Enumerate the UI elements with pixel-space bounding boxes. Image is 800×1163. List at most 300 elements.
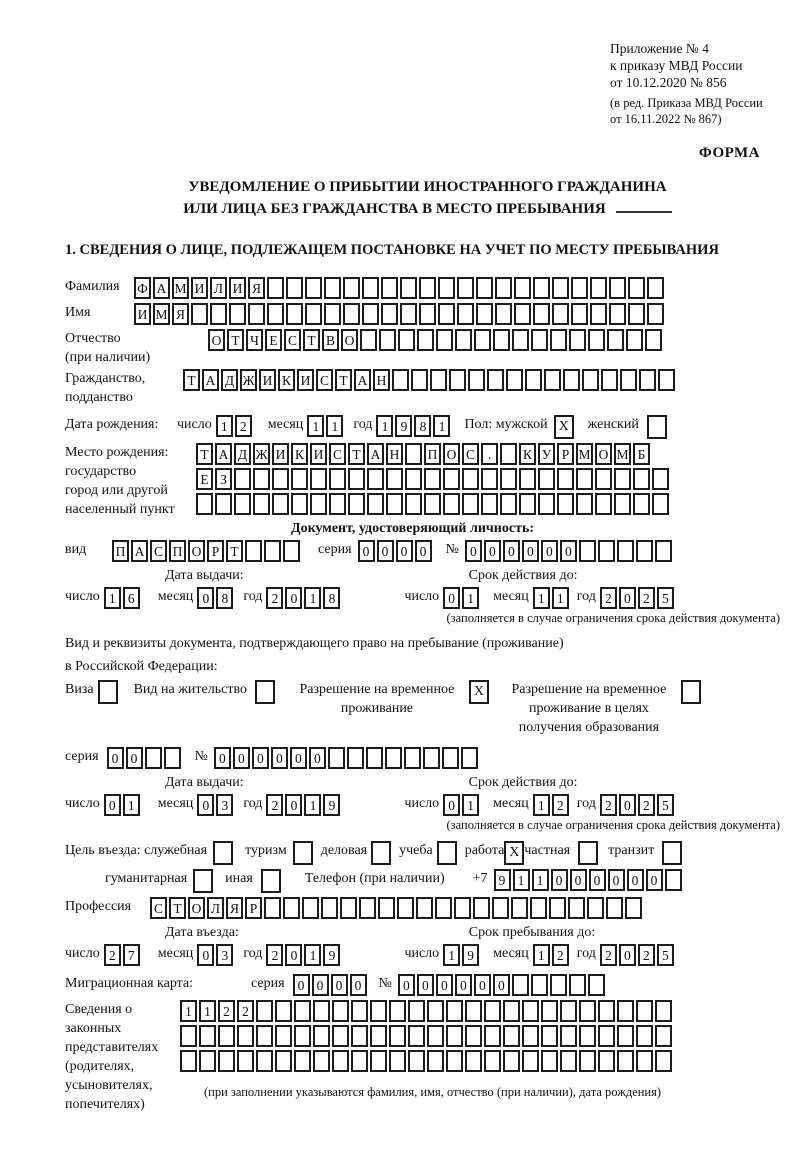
- char-cell[interactable]: Е: [196, 468, 213, 490]
- char-cell[interactable]: [267, 303, 284, 325]
- char-cell[interactable]: 1: [326, 415, 343, 437]
- char-cell[interactable]: [446, 1025, 463, 1047]
- char-cell[interactable]: [655, 1025, 672, 1047]
- char-cell[interactable]: 1: [304, 794, 321, 816]
- char-cell[interactable]: С: [462, 443, 479, 465]
- char-cell[interactable]: [286, 303, 303, 325]
- char-cell[interactable]: [446, 1000, 463, 1022]
- char-cell[interactable]: [417, 329, 434, 351]
- id-issue-year-cells[interactable]: [266, 587, 342, 609]
- char-cell[interactable]: [617, 1050, 634, 1072]
- char-cell[interactable]: 0: [570, 869, 587, 891]
- char-cell[interactable]: [588, 974, 605, 996]
- char-cell[interactable]: О: [443, 443, 460, 465]
- char-cell[interactable]: [310, 493, 327, 515]
- char-cell[interactable]: [533, 277, 550, 299]
- char-cell[interactable]: Я: [172, 303, 189, 325]
- char-cell[interactable]: 1: [513, 869, 530, 891]
- char-cell[interactable]: [294, 1025, 311, 1047]
- char-cell[interactable]: 1: [304, 587, 321, 609]
- char-cell[interactable]: [658, 369, 675, 391]
- char-cell[interactable]: С: [329, 443, 346, 465]
- char-cell[interactable]: Т: [169, 897, 186, 919]
- char-cell[interactable]: [405, 443, 422, 465]
- char-cell[interactable]: И: [297, 369, 314, 391]
- char-cell[interactable]: [639, 369, 656, 391]
- char-cell[interactable]: [191, 303, 208, 325]
- char-cell[interactable]: [544, 369, 561, 391]
- purpose-humanitarian-checkbox[interactable]: [193, 869, 213, 893]
- char-cell[interactable]: 0: [619, 794, 636, 816]
- char-cell[interactable]: [588, 329, 605, 351]
- char-cell[interactable]: А: [367, 443, 384, 465]
- char-cell[interactable]: [647, 303, 664, 325]
- char-cell[interactable]: К: [291, 443, 308, 465]
- char-cell[interactable]: [180, 1025, 197, 1047]
- char-cell[interactable]: [256, 1025, 273, 1047]
- char-cell[interactable]: [636, 1050, 653, 1072]
- char-cell[interactable]: [549, 897, 566, 919]
- char-cell[interactable]: 9: [494, 869, 511, 891]
- char-cell[interactable]: [457, 303, 474, 325]
- char-cell[interactable]: [332, 1025, 349, 1047]
- char-cell[interactable]: [465, 1025, 482, 1047]
- char-cell[interactable]: [636, 540, 653, 562]
- char-cell[interactable]: 9: [323, 944, 340, 966]
- char-cell[interactable]: 0: [350, 974, 367, 996]
- char-cell[interactable]: [313, 1025, 330, 1047]
- char-cell[interactable]: 0: [104, 794, 121, 816]
- char-cell[interactable]: 2: [237, 1000, 254, 1022]
- char-cell[interactable]: [514, 303, 531, 325]
- char-cell[interactable]: 1: [533, 944, 550, 966]
- char-cell[interactable]: [487, 369, 504, 391]
- char-cell[interactable]: [347, 747, 364, 769]
- char-cell[interactable]: 2: [600, 587, 617, 609]
- char-cell[interactable]: [340, 897, 357, 919]
- char-cell[interactable]: Т: [226, 540, 243, 562]
- char-cell[interactable]: 0: [285, 944, 302, 966]
- char-cell[interactable]: [199, 1025, 216, 1047]
- char-cell[interactable]: 5: [657, 944, 674, 966]
- patronymic-cells[interactable]: [208, 329, 664, 351]
- purpose-study-checkbox[interactable]: [437, 841, 457, 865]
- char-cell[interactable]: [655, 1050, 672, 1072]
- char-cell[interactable]: [633, 493, 650, 515]
- char-cell[interactable]: [481, 468, 498, 490]
- char-cell[interactable]: 1: [104, 587, 121, 609]
- char-cell[interactable]: Т: [335, 369, 352, 391]
- char-cell[interactable]: [620, 369, 637, 391]
- char-cell[interactable]: [423, 747, 440, 769]
- char-cell[interactable]: [468, 369, 485, 391]
- char-cell[interactable]: [519, 493, 536, 515]
- char-cell[interactable]: [476, 303, 493, 325]
- char-cell[interactable]: З: [215, 468, 232, 490]
- char-cell[interactable]: 8: [414, 415, 431, 437]
- char-cell[interactable]: [400, 277, 417, 299]
- char-cell[interactable]: [381, 303, 398, 325]
- char-cell[interactable]: Е: [265, 329, 282, 351]
- char-cell[interactable]: 1: [552, 587, 569, 609]
- char-cell[interactable]: [465, 1000, 482, 1022]
- char-cell[interactable]: [386, 468, 403, 490]
- char-cell[interactable]: [253, 468, 270, 490]
- char-cell[interactable]: [291, 468, 308, 490]
- guardians-row2-cells[interactable]: [180, 1025, 674, 1047]
- char-cell[interactable]: [392, 369, 409, 391]
- char-cell[interactable]: [595, 493, 612, 515]
- char-cell[interactable]: И: [310, 443, 327, 465]
- char-cell[interactable]: [576, 493, 593, 515]
- char-cell[interactable]: [500, 468, 517, 490]
- char-cell[interactable]: [313, 1050, 330, 1072]
- char-cell[interactable]: [462, 468, 479, 490]
- char-cell[interactable]: 0: [398, 974, 415, 996]
- char-cell[interactable]: [256, 1000, 273, 1022]
- char-cell[interactable]: [332, 1050, 349, 1072]
- char-cell[interactable]: О: [188, 540, 205, 562]
- char-cell[interactable]: 0: [197, 944, 214, 966]
- purpose-work-checkbox[interactable]: X: [504, 841, 524, 865]
- char-cell[interactable]: [550, 974, 567, 996]
- char-cell[interactable]: [563, 369, 580, 391]
- char-cell[interactable]: [503, 1050, 520, 1072]
- birthplace-row2-cells[interactable]: [196, 468, 671, 490]
- char-cell[interactable]: К: [278, 369, 295, 391]
- char-cell[interactable]: [313, 1000, 330, 1022]
- char-cell[interactable]: [367, 493, 384, 515]
- entry-year-cells[interactable]: [266, 944, 342, 966]
- char-cell[interactable]: Л: [210, 277, 227, 299]
- char-cell[interactable]: [427, 1025, 444, 1047]
- char-cell[interactable]: [652, 493, 669, 515]
- char-cell[interactable]: [636, 1000, 653, 1022]
- char-cell[interactable]: [362, 277, 379, 299]
- char-cell[interactable]: [607, 329, 624, 351]
- char-cell[interactable]: [275, 1000, 292, 1022]
- char-cell[interactable]: [389, 1050, 406, 1072]
- char-cell[interactable]: [427, 1000, 444, 1022]
- char-cell[interactable]: [253, 493, 270, 515]
- char-cell[interactable]: 1: [304, 944, 321, 966]
- char-cell[interactable]: [405, 468, 422, 490]
- char-cell[interactable]: [557, 468, 574, 490]
- char-cell[interactable]: 1: [216, 415, 233, 437]
- char-cell[interactable]: [267, 277, 284, 299]
- permit-number-cells[interactable]: [214, 747, 480, 769]
- char-cell[interactable]: [408, 1025, 425, 1047]
- char-cell[interactable]: [665, 869, 682, 891]
- char-cell[interactable]: [264, 540, 281, 562]
- char-cell[interactable]: С: [150, 540, 167, 562]
- char-cell[interactable]: [454, 897, 471, 919]
- char-cell[interactable]: [294, 1000, 311, 1022]
- char-cell[interactable]: [519, 468, 536, 490]
- char-cell[interactable]: 0: [443, 587, 460, 609]
- char-cell[interactable]: [348, 493, 365, 515]
- char-cell[interactable]: 0: [290, 747, 307, 769]
- char-cell[interactable]: Т: [227, 329, 244, 351]
- char-cell[interactable]: 0: [214, 747, 231, 769]
- char-cell[interactable]: [552, 277, 569, 299]
- purpose-transit-checkbox[interactable]: [662, 841, 682, 865]
- permit-valid-month-cells[interactable]: [533, 794, 571, 816]
- char-cell[interactable]: [568, 897, 585, 919]
- char-cell[interactable]: [443, 468, 460, 490]
- char-cell[interactable]: [218, 1050, 235, 1072]
- char-cell[interactable]: [389, 1025, 406, 1047]
- char-cell[interactable]: [264, 897, 281, 919]
- char-cell[interactable]: Р: [557, 443, 574, 465]
- char-cell[interactable]: 2: [266, 587, 283, 609]
- char-cell[interactable]: Ж: [240, 369, 257, 391]
- birthplace-row1-cells[interactable]: [196, 443, 671, 465]
- char-cell[interactable]: [416, 897, 433, 919]
- char-cell[interactable]: [636, 1025, 653, 1047]
- char-cell[interactable]: И: [191, 277, 208, 299]
- char-cell[interactable]: [579, 540, 596, 562]
- char-cell[interactable]: 3: [216, 944, 233, 966]
- char-cell[interactable]: [424, 493, 441, 515]
- char-cell[interactable]: [234, 468, 251, 490]
- visa-checkbox[interactable]: [98, 680, 118, 704]
- char-cell[interactable]: [514, 277, 531, 299]
- char-cell[interactable]: [210, 303, 227, 325]
- char-cell[interactable]: [647, 277, 664, 299]
- purpose-business-checkbox[interactable]: [371, 841, 391, 865]
- char-cell[interactable]: [443, 493, 460, 515]
- char-cell[interactable]: [389, 1000, 406, 1022]
- char-cell[interactable]: С: [150, 897, 167, 919]
- char-cell[interactable]: [590, 277, 607, 299]
- char-cell[interactable]: 2: [600, 944, 617, 966]
- char-cell[interactable]: [404, 747, 421, 769]
- permit-issue-day-cells[interactable]: [104, 794, 142, 816]
- char-cell[interactable]: [538, 493, 555, 515]
- char-cell[interactable]: Т: [183, 369, 200, 391]
- char-cell[interactable]: [628, 277, 645, 299]
- char-cell[interactable]: 0: [465, 540, 482, 562]
- char-cell[interactable]: 1: [532, 869, 549, 891]
- char-cell[interactable]: [275, 1025, 292, 1047]
- char-cell[interactable]: Н: [373, 369, 390, 391]
- char-cell[interactable]: [237, 1050, 254, 1072]
- char-cell[interactable]: 2: [552, 794, 569, 816]
- id-kind-cells[interactable]: [112, 540, 302, 562]
- char-cell[interactable]: 0: [285, 587, 302, 609]
- char-cell[interactable]: [626, 329, 643, 351]
- surname-cells[interactable]: [134, 277, 666, 299]
- char-cell[interactable]: 0: [443, 794, 460, 816]
- char-cell[interactable]: [343, 303, 360, 325]
- char-cell[interactable]: [419, 303, 436, 325]
- char-cell[interactable]: [386, 493, 403, 515]
- char-cell[interactable]: О: [208, 329, 225, 351]
- char-cell[interactable]: [332, 1000, 349, 1022]
- char-cell[interactable]: [461, 747, 478, 769]
- char-cell[interactable]: [234, 493, 251, 515]
- sex-male-checkbox[interactable]: X: [554, 415, 574, 439]
- char-cell[interactable]: [408, 1000, 425, 1022]
- char-cell[interactable]: П: [112, 540, 129, 562]
- char-cell[interactable]: А: [354, 369, 371, 391]
- char-cell[interactable]: [379, 329, 396, 351]
- char-cell[interactable]: [560, 1025, 577, 1047]
- char-cell[interactable]: [628, 303, 645, 325]
- char-cell[interactable]: [557, 493, 574, 515]
- char-cell[interactable]: [180, 1050, 197, 1072]
- char-cell[interactable]: 0: [455, 974, 472, 996]
- char-cell[interactable]: 2: [266, 944, 283, 966]
- char-cell[interactable]: Я: [226, 897, 243, 919]
- char-cell[interactable]: [617, 1000, 634, 1022]
- char-cell[interactable]: [484, 1000, 501, 1022]
- char-cell[interactable]: 0: [417, 974, 434, 996]
- id-series-cells[interactable]: [358, 540, 434, 562]
- char-cell[interactable]: [199, 1050, 216, 1072]
- char-cell[interactable]: С: [284, 329, 301, 351]
- char-cell[interactable]: [343, 277, 360, 299]
- char-cell[interactable]: 1: [307, 415, 324, 437]
- phone-cells[interactable]: [494, 869, 684, 891]
- char-cell[interactable]: [484, 1025, 501, 1047]
- char-cell[interactable]: [587, 897, 604, 919]
- char-cell[interactable]: [531, 329, 548, 351]
- char-cell[interactable]: 0: [331, 974, 348, 996]
- char-cell[interactable]: [462, 493, 479, 515]
- char-cell[interactable]: 0: [415, 540, 432, 562]
- purpose-other-checkbox[interactable]: [261, 869, 281, 893]
- char-cell[interactable]: [196, 493, 213, 515]
- char-cell[interactable]: [598, 1025, 615, 1047]
- char-cell[interactable]: [446, 1050, 463, 1072]
- char-cell[interactable]: [541, 1050, 558, 1072]
- char-cell[interactable]: Т: [303, 329, 320, 351]
- entry-month-cells[interactable]: [197, 944, 235, 966]
- char-cell[interactable]: [351, 1050, 368, 1072]
- char-cell[interactable]: [215, 493, 232, 515]
- char-cell[interactable]: 0: [619, 944, 636, 966]
- char-cell[interactable]: [405, 493, 422, 515]
- char-cell[interactable]: [571, 277, 588, 299]
- char-cell[interactable]: Д: [221, 369, 238, 391]
- purpose-tourism-checkbox[interactable]: [293, 841, 313, 865]
- char-cell[interactable]: 1: [180, 1000, 197, 1022]
- char-cell[interactable]: А: [131, 540, 148, 562]
- char-cell[interactable]: 1: [533, 794, 550, 816]
- char-cell[interactable]: [522, 1025, 539, 1047]
- char-cell[interactable]: [367, 468, 384, 490]
- char-cell[interactable]: [538, 468, 555, 490]
- char-cell[interactable]: 6: [123, 587, 140, 609]
- char-cell[interactable]: 0: [627, 869, 644, 891]
- char-cell[interactable]: [533, 303, 550, 325]
- char-cell[interactable]: Т: [196, 443, 213, 465]
- char-cell[interactable]: [427, 1050, 444, 1072]
- guardians-row1-cells[interactable]: [180, 1000, 674, 1022]
- char-cell[interactable]: [495, 303, 512, 325]
- char-cell[interactable]: [493, 329, 510, 351]
- char-cell[interactable]: [495, 277, 512, 299]
- char-cell[interactable]: [400, 303, 417, 325]
- char-cell[interactable]: [457, 277, 474, 299]
- char-cell[interactable]: 1: [443, 944, 460, 966]
- char-cell[interactable]: 0: [484, 540, 501, 562]
- permit-issue-month-cells[interactable]: [197, 794, 235, 816]
- char-cell[interactable]: [366, 747, 383, 769]
- char-cell[interactable]: [579, 1000, 596, 1022]
- char-cell[interactable]: [351, 1000, 368, 1022]
- char-cell[interactable]: [248, 303, 265, 325]
- mig-number-cells[interactable]: [398, 974, 607, 996]
- char-cell[interactable]: 0: [589, 869, 606, 891]
- char-cell[interactable]: 0: [197, 587, 214, 609]
- char-cell[interactable]: [598, 1000, 615, 1022]
- char-cell[interactable]: [655, 1000, 672, 1022]
- char-cell[interactable]: [275, 1050, 292, 1072]
- char-cell[interactable]: [614, 493, 631, 515]
- char-cell[interactable]: Ж: [253, 443, 270, 465]
- char-cell[interactable]: 2: [638, 587, 655, 609]
- entry-day-cells[interactable]: [104, 944, 142, 966]
- char-cell[interactable]: [348, 468, 365, 490]
- char-cell[interactable]: 5: [657, 587, 674, 609]
- char-cell[interactable]: М: [576, 443, 593, 465]
- char-cell[interactable]: [579, 1025, 596, 1047]
- citizenship-cells[interactable]: [183, 369, 677, 391]
- birth-day-cells[interactable]: [216, 415, 254, 437]
- char-cell[interactable]: [218, 1025, 235, 1047]
- char-cell[interactable]: [381, 277, 398, 299]
- char-cell[interactable]: [430, 369, 447, 391]
- birth-year-cells[interactable]: [376, 415, 452, 437]
- char-cell[interactable]: [474, 329, 491, 351]
- char-cell[interactable]: [506, 369, 523, 391]
- char-cell[interactable]: М: [172, 277, 189, 299]
- char-cell[interactable]: [305, 303, 322, 325]
- char-cell[interactable]: [362, 303, 379, 325]
- id-issue-day-cells[interactable]: [104, 587, 142, 609]
- char-cell[interactable]: 0: [126, 747, 143, 769]
- char-cell[interactable]: [302, 897, 319, 919]
- char-cell[interactable]: [324, 303, 341, 325]
- char-cell[interactable]: [310, 468, 327, 490]
- char-cell[interactable]: Б: [633, 443, 650, 465]
- char-cell[interactable]: 0: [436, 974, 453, 996]
- char-cell[interactable]: [571, 303, 588, 325]
- char-cell[interactable]: [552, 303, 569, 325]
- temp-permit-edu-checkbox[interactable]: [681, 680, 701, 704]
- char-cell[interactable]: [351, 1025, 368, 1047]
- char-cell[interactable]: [595, 468, 612, 490]
- char-cell[interactable]: [398, 329, 415, 351]
- char-cell[interactable]: А: [153, 277, 170, 299]
- char-cell[interactable]: 8: [216, 587, 233, 609]
- char-cell[interactable]: 1: [433, 415, 450, 437]
- given-name-cells[interactable]: [134, 303, 666, 325]
- char-cell[interactable]: Н: [386, 443, 403, 465]
- char-cell[interactable]: 0: [252, 747, 269, 769]
- char-cell[interactable]: [442, 747, 459, 769]
- char-cell[interactable]: 0: [608, 869, 625, 891]
- profession-cells[interactable]: [150, 897, 644, 919]
- char-cell[interactable]: [272, 468, 289, 490]
- char-cell[interactable]: [321, 897, 338, 919]
- char-cell[interactable]: 9: [462, 944, 479, 966]
- char-cell[interactable]: 1: [376, 415, 393, 437]
- char-cell[interactable]: [525, 369, 542, 391]
